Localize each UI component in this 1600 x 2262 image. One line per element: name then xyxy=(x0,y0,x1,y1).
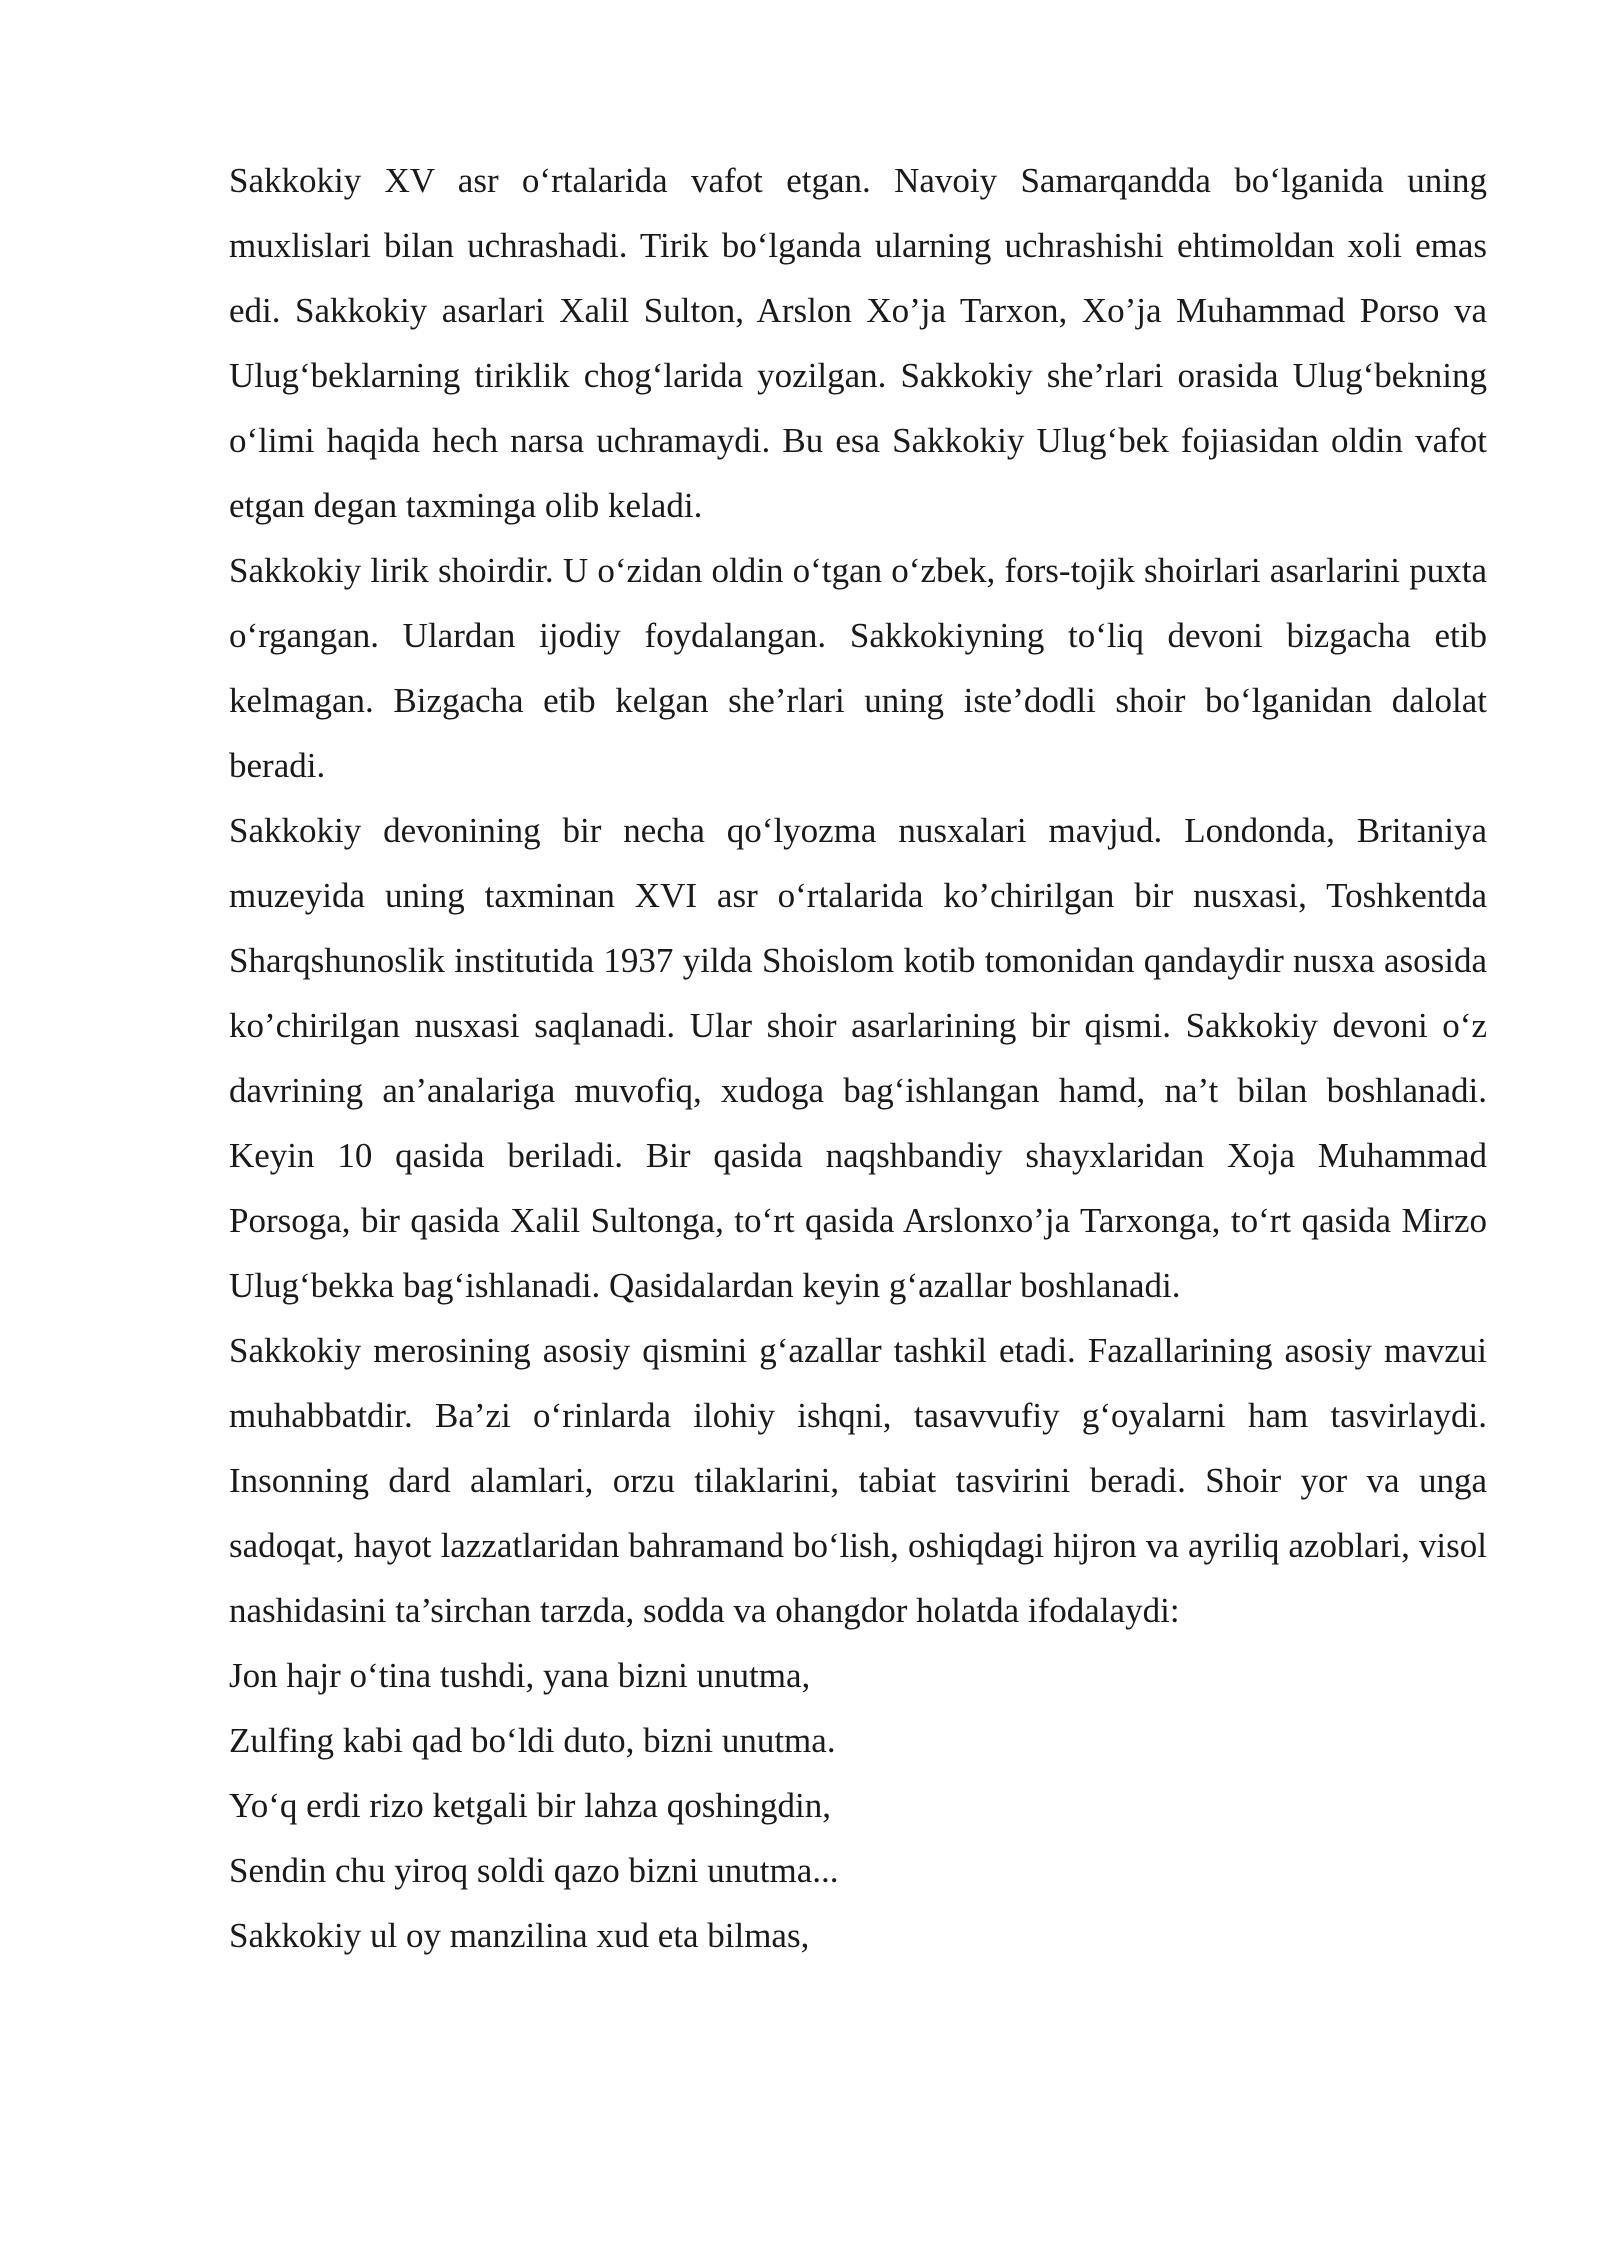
paragraph-death-of-sakkokiy: Sakkokiy XV asr oʻrtalarida vafot etgan. Navoiy Samarqandda boʻlganida uning muxlislari bilan uchrashadi. Tirik boʻlganda ularning uchrashishi ehtimoldan xoli emas edi. Sakkokiy asarlari Xalil Sulton, Arslon Xo’ja Tarxon, Xo’ja Muhammad Porso va Ulugʻbeklarning tiriklik chogʻlarida yozilgan. Sakkokiy she’rlari orasida Ulugʻbekning oʻlimi haqida hech narsa uchramaydi. Bu esa Sakkokiy Ulugʻbek fojiasidan oldin vafot etgan degan taxminga olib keladi. xyxy=(229,161,1487,525)
document-page xyxy=(229,148,1487,1968)
verse-line: Jon hajr oʻtina tushdi, yana bizni unutma, xyxy=(229,1656,811,1695)
verse-line: Zulfing kabi qad boʻldi duto, bizni unutma. xyxy=(229,1721,836,1760)
verse-line: Sakkokiy ul oy manzilina xud eta bilmas, xyxy=(229,1916,810,1955)
paragraph-divan-manuscripts: Sakkokiy devonining bir necha qoʻlyozma nusxalari mavjud. Londonda, Britaniya muzeyida uning taxminan XVI asr oʻrtalarida ko’chirilgan bir nusxasi, Toshkentda Sharqshunoslik institutida 1937 yilda Shoislom kotib tomonidan qandaydir nusxa asosida ko’chirilgan nusxasi saqlanadi. Ular shoir asarlarining bir qismi. Sakkokiy devoni oʻz davrining an’analariga muvofiq, xudoga bagʻishlangan hamd, na’t bilan boshlanadi. Keyin 10 qasida beriladi. Bir qasida naqshbandiy shayxlaridan Xoja Muhammad Porsoga, bir qasida Xalil Sultonga, toʻrt qasida Arslonxo’ja Tarxonga, toʻrt qasida Mirzo Ulugʻbekka bagʻishlanadi. Qasidalardan keyin gʻazallar boshlanadi. xyxy=(229,811,1487,1305)
paragraph-lyric-poet: Sakkokiy lirik shoirdir. U oʻzidan oldin oʻtgan oʻzbek, fors-tojik shoirlari asarlarini puxta oʻrgangan. Ulardan ijodiy foydalangan. Sakkokiyning toʻliq devoni bizgacha etib kelmagan. Bizgacha etib kelgan she’rlari uning iste’dodli shoir boʻlganidan dalolat beradi. xyxy=(229,551,1487,785)
verse-line: Yoʻq erdi rizo ketgali bir lahza qoshingdin, xyxy=(229,1786,832,1825)
verse-line: Sendin chu yiroq soldi qazo bizni unutma... xyxy=(229,1851,839,1890)
poem-excerpt xyxy=(229,1643,1487,1968)
paragraph-ghazals: Sakkokiy merosining asosiy qismini gʻazallar tashkil etadi. Fazallarining asosiy mavzui muhabbatdir. Ba’zi oʻrinlarda ilohiy ishqni, tasavvufiy gʻoyalarni ham tasvirlaydi. Insonning dard alamlari, orzu tilaklarini, tabiat tasvirini beradi. Shoir yor va unga sadoqat, hayot lazzatlaridan bahramand boʻlish, oshiqdagi hijron va ayriliq azoblari, visol nashidasini ta’sirchan tarzda, sodda va ohangdor holatda ifodalaydi: xyxy=(229,1331,1487,1630)
